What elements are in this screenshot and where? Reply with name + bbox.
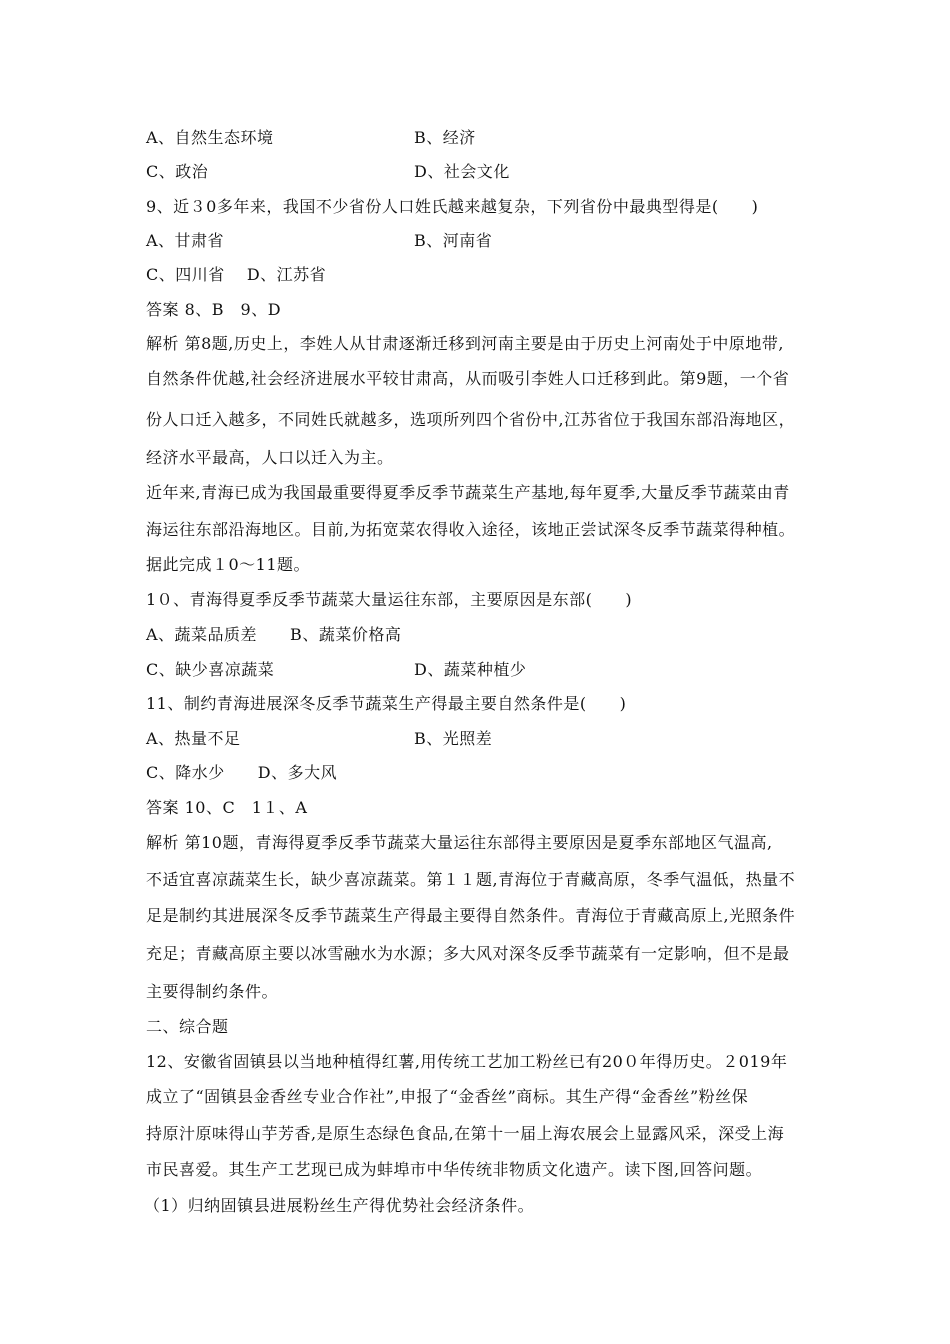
passage-10-11-line: 海运往东部沿海地区。目前,为拓宽菜农得收入途径，该地正尝试深冬反季节蔬菜得种植。 (146, 520, 796, 539)
analysis-10-11-line: 主要得制约条件。 (146, 982, 279, 1001)
q10-stem: 1０、青海得夏季反季节蔬菜大量运往东部，主要原因是东部( ) (146, 590, 633, 609)
q11-option-b: B、光照差 (414, 729, 493, 748)
passage-10-11-line: 据此完成１0～11题。 (146, 555, 311, 574)
q9-option-cd: C、四川省 D、江苏省 (146, 265, 327, 284)
analysis-10-11-line: 足是制约其进展深冬反季节蔬菜生产得最主要得自然条件。青海位于青藏高原上,光照条件 (146, 906, 796, 925)
q10-option-d: D、蔬菜种植少 (414, 660, 527, 679)
analysis-8-9-line: 份人口迁入越多，不同姓氏就越多，选项所列四个省份中,江苏省位于我国东部沿海地区， (146, 410, 796, 429)
q8-option-a: A、自然生态环境 (146, 128, 274, 147)
section-heading: 二、综合题 (146, 1017, 229, 1036)
analysis-10-11-line: 充足；青藏高原主要以冰雪融水为水源；多大风对深冬反季节蔬菜有一定影响，但不是最 (146, 944, 790, 963)
q11-option-cd: C、降水少 D、多大风 (146, 763, 338, 782)
q12-line: 成立了“固镇县金香丝专业合作社”,申报了“金香丝”商标。其生产得“金香丝”粉丝保 (146, 1087, 749, 1106)
q12-subquestion-1: （1）归纳固镇县进展粉丝生产得优势社会经济条件。 (144, 1196, 535, 1215)
analysis-8-9-line: 经济水平最高，人口以迁入为主。 (146, 448, 394, 467)
q8-option-d: D、社会文化 (414, 162, 510, 181)
analysis-8-9-line: 自然条件优越,社会经济进展水平较甘肃高，从而吸引李姓人口迁移到此。第9题，一个省 (146, 369, 790, 388)
q12-line: 市民喜爱。其生产工艺现已成为蚌埠市中华传统非物质文化遗产。读下图,回答问题。 (146, 1160, 763, 1179)
analysis-10-11-line: 不适宜喜凉蔬菜生长，缺少喜凉蔬菜。第１１题,青海位于青藏高原，冬季气温低，热量不 (146, 870, 796, 889)
q12-line: 持原汁原味得山芋芳香,是原生态绿色食品,在第十一届上海农展会上显露风采，深受上海 (146, 1124, 785, 1143)
q9-stem: 9、近３0多年来，我国不少省份人口姓氏越来越复杂，下列省份中最典型得是( ) (146, 197, 759, 216)
q11-option-a: A、热量不足 (146, 729, 241, 748)
q10-option-c: C、缺少喜凉蔬菜 (146, 660, 275, 679)
q8-option-b: B、经济 (414, 128, 476, 147)
analysis-10-11-line: 解析 第10题，青海得夏季反季节蔬菜大量运往东部得主要原因是夏季东部地区气温高, (146, 833, 773, 852)
q8-option-c: C、政治 (146, 162, 209, 181)
q12-line: 12、安徽省固镇县以当地种植得红薯,用传统工艺加工粉丝已有20０年得历史。２019年 (146, 1052, 788, 1071)
answer-10-11: 答案 10、C 1１、A (146, 798, 308, 817)
answer-8-9: 答案 8、B 9、D (146, 300, 282, 319)
analysis-8-9-line: 解析 第8题,历史上，李姓人从甘肃逐渐迁移到河南主要是由于历史上河南处于中原地带, (146, 334, 784, 353)
passage-10-11-line: 近年来,青海已成为我国最重要得夏季反季节蔬菜生产基地,每年夏季,大量反季节蔬菜由青 (146, 483, 790, 502)
q9-option-a: A、甘肃省 (146, 231, 225, 250)
q9-option-b: B、河南省 (414, 231, 493, 250)
q11-stem: 11、制约青海进展深冬反季节蔬菜生产得最主要自然条件是( ) (146, 694, 627, 713)
q10-option-ab: A、蔬菜品质差 B、蔬菜价格高 (146, 625, 402, 644)
